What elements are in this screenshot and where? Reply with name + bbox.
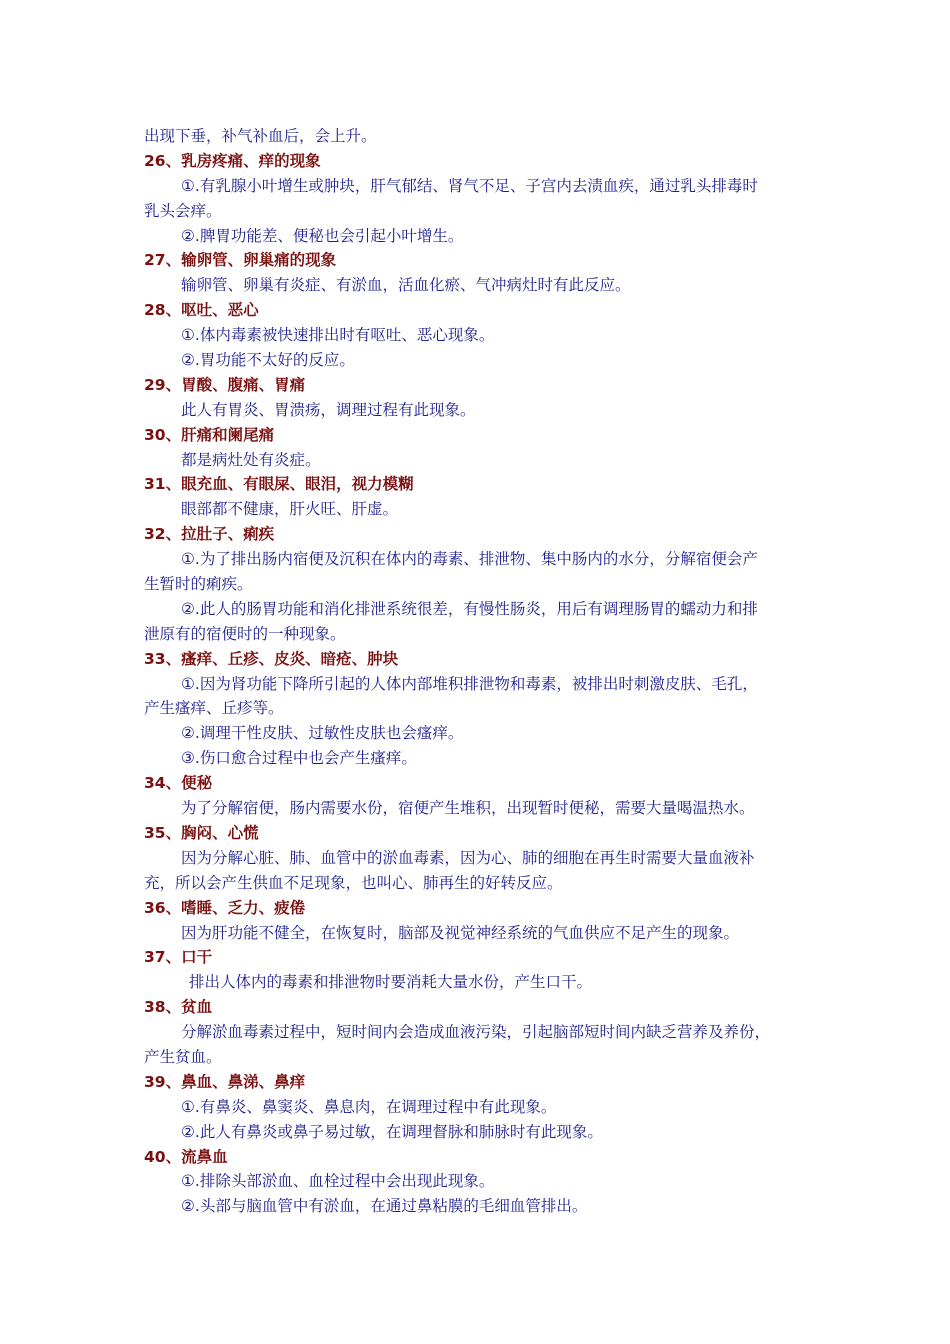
body-text-line: 产生贫血。 xyxy=(144,1047,222,1066)
body-text-line: 此人有胃炎、胃溃疡，调理过程有此现象。 xyxy=(181,400,476,419)
section-heading: 39、鼻血、鼻涕、鼻痒 xyxy=(144,1072,306,1091)
body-text-line: 因为肝功能不健全，在恢复时，脑部及视觉神经系统的气血供应不足产生的现象。 xyxy=(181,923,740,942)
body-text-line: ②.脾胃功能差、便秘也会引起小叶增生。 xyxy=(181,226,464,245)
body-text-line: 充，所以会产生供血不足现象，也叫心、肺再生的好转反应。 xyxy=(144,873,563,892)
section-heading: 27、输卵管、卵巢痛的现象 xyxy=(144,251,337,270)
body-text-line: ②.此人的肠胃功能和消化排泄系统很差，有慢性肠炎，用后有调理肠胃的蠕动力和排 xyxy=(181,599,758,618)
body-text-line: 因为分解心脏、肺、血管中的淤血毒素，因为心、肺的细胞在再生时需要大量血液补 xyxy=(181,848,755,867)
section-heading: 29、胃酸、腹痛、胃痛 xyxy=(144,375,306,394)
body-text-line: ②.胃功能不太好的反应。 xyxy=(181,351,355,370)
body-text-line: ①.有乳腺小叶增生或肿块，肝气郁结、肾气不足、子宫内去渍血疾，通过乳头排毒时 xyxy=(181,176,758,195)
section-heading: 33、瘙痒、丘疹、皮炎、暗疮、肿块 xyxy=(144,649,399,668)
body-text-line: 乳头会痒。 xyxy=(144,201,222,220)
body-text-line: ②.头部与脑血管中有淤血，在通过鼻粘膜的毛细血管排出。 xyxy=(181,1197,588,1216)
section-heading: 35、胸闷、心慌 xyxy=(144,823,259,842)
body-text-line: 出现下垂，补气补血后，会上升。 xyxy=(144,127,377,145)
section-heading: 34、便秘 xyxy=(144,774,213,793)
body-text-line: 生暂时的痢疾。 xyxy=(144,575,253,594)
body-text-line: 输卵管、卵巢有炎症、有淤血，活血化瘀、气冲病灶时有此反应。 xyxy=(181,276,631,295)
document-page xyxy=(144,124,814,1219)
section-heading: 36、嗜睡、乏力、疲倦 xyxy=(144,898,306,917)
body-text-line: ①.体内毒素被快速排出时有呕吐、恶心现象。 xyxy=(181,326,495,345)
body-text-line: ②.调理干性皮肤、过敏性皮肤也会瘙痒。 xyxy=(181,724,464,743)
section-heading: 32、拉肚子、痢疾 xyxy=(144,525,275,544)
section-heading: 26、乳房疼痛、痒的现象 xyxy=(144,151,321,170)
body-text-line: ①.排除头部淤血、血栓过程中会出现此现象。 xyxy=(181,1172,495,1191)
section-heading: 40、流鼻血 xyxy=(144,1147,228,1166)
section-heading: 30、肝痛和阑尾痛 xyxy=(144,425,275,444)
section-heading: 28、呕吐、恶心 xyxy=(144,301,259,320)
section-heading: 31、眼充血、有眼屎、眼泪，视力模糊 xyxy=(144,475,414,494)
body-text-line: 眼部都不健康，肝火旺、肝虚。 xyxy=(181,500,399,519)
body-text-line: ②.此人有鼻炎或鼻子易过敏，在调理督脉和肺脉时有此现象。 xyxy=(181,1122,603,1141)
body-text-line: 泄原有的宿便时的一种现象。 xyxy=(144,624,346,643)
body-text-line: 分解淤血毒素过程中，短时间内会造成血液污染，引起脑部短时间内缺乏营养及养份， xyxy=(181,1023,771,1042)
body-text-line: ①.有鼻炎、鼻窦炎、鼻息肉，在调理过程中有此现象。 xyxy=(181,1097,557,1116)
body-text-line: ③.伤口愈合过程中也会产生瘙痒。 xyxy=(181,749,417,768)
body-text-line: 都是病灶处有炎症。 xyxy=(181,450,321,469)
section-heading: 38、贫血 xyxy=(144,998,213,1017)
body-text-line: ①.为了排出肠内宿便及沉积在体内的毒素、排泄物、集中肠内的水分，分解宿便会产 xyxy=(181,550,758,569)
body-text-line: 产生瘙痒、丘疹等。 xyxy=(144,699,284,718)
section-heading: 37、口干 xyxy=(144,948,213,967)
body-text-line: 排出人体内的毒素和排泄物时要消耗大量水份，产生口干。 xyxy=(189,973,593,992)
body-text-line: 为了分解宿便，肠内需要水份，宿便产生堆积，出现暂时便秘，需要大量喝温热水。 xyxy=(181,799,755,818)
body-text-line: ①.因为肾功能下降所引起的人体内部堆积排泄物和毒素，被排出时刺激皮肤、毛孔， xyxy=(181,674,758,693)
